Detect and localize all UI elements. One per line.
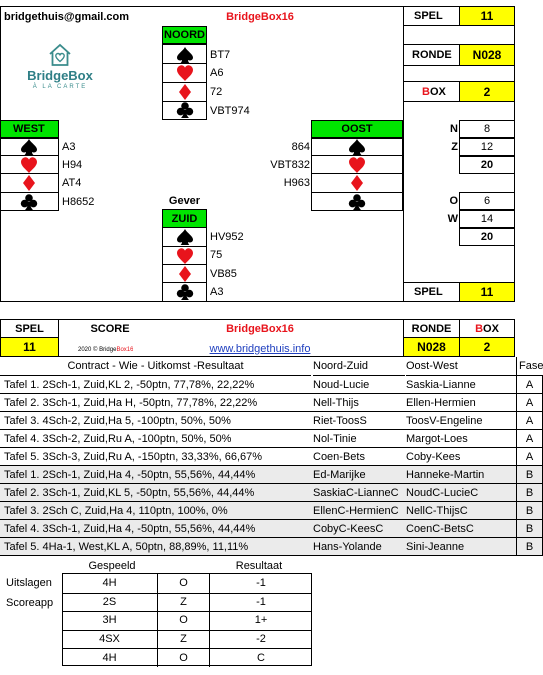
oost-diamonds: H963 — [283, 177, 310, 189]
results-cell-nz: Nol-Tinie — [313, 433, 357, 445]
results-cell-contract: Tafel 3. 4Sch-2, Zuid,Ha 5, -100ptn, 50%, 50% — [4, 415, 231, 427]
results-header-fase: Fase — [516, 357, 543, 376]
results-cell-contract: Tafel 4. 3Sch-2, Zuid,Ru A, -100ptn, 50%, 50% — [4, 433, 232, 445]
score-box-b: B — [475, 322, 484, 335]
noord-hearts: A6 — [210, 67, 224, 79]
results-cell-ow: NellC-ThijsC — [406, 505, 468, 517]
results-cell-nz: EllenC-HermienC — [313, 505, 399, 517]
played-cell-contract: 4H — [62, 574, 158, 593]
west-label: WEST — [0, 120, 59, 138]
copyright-text — [78, 343, 133, 357]
oost-clubs — [250, 193, 310, 211]
results-cell-nz: Riet-ToosS — [313, 415, 367, 427]
played-cell-who: Z — [158, 593, 210, 612]
noord-clubs: VBT974 — [210, 105, 250, 117]
score-brand — [200, 320, 320, 337]
oost-spades-icon — [348, 138, 366, 156]
oost-hearts: VBT832 — [270, 159, 310, 171]
noord-diamonds-icon — [176, 83, 194, 101]
points-o-label: O — [449, 195, 458, 207]
oost-hearts-icon — [348, 156, 366, 174]
west-clubs-icon — [20, 193, 38, 211]
west-hearts-icon — [20, 156, 38, 174]
results-cell-contract: Tafel 5. 3Sch-3, Zuid,Ru A, -150ptn, 33,33%, 66,67% — [4, 451, 263, 463]
results-cell-fase: B — [516, 484, 543, 502]
noord-diamonds: 72 — [210, 86, 223, 98]
zuid-hearts-icon — [176, 247, 194, 265]
noord-spades-icon — [176, 46, 194, 64]
played-cell-who: Z — [158, 630, 210, 649]
box-label — [403, 81, 460, 102]
results-cell-contract: Tafel 3. 2Sch C, Zuid,Ha 4, 110ptn, 100%, 0% — [4, 505, 228, 517]
results-cell-ow: CoenC-BetsC — [406, 523, 474, 535]
played-cell-result: 1+ — [254, 614, 268, 627]
score-ronde-label: RONDE — [403, 319, 460, 338]
results-cell-ow: Sini-Jeanne — [406, 541, 465, 553]
results-cell-ow: NoudC-LucieC — [406, 487, 479, 499]
west-hearts: H94 — [62, 159, 83, 171]
results-cell-fase: B — [516, 502, 543, 520]
brand-box16: Box16 — [260, 11, 294, 23]
results-cell-fase: A — [516, 394, 543, 412]
played-cell-contract: 2S — [62, 593, 158, 612]
score-spel-value: 11 — [0, 337, 59, 357]
box-value: 2 — [459, 81, 515, 102]
website-link[interactable] — [190, 340, 330, 357]
score-spel-label: SPEL — [0, 319, 59, 338]
zuid-spades-icon — [176, 228, 194, 246]
score-box-rest: OX — [483, 322, 499, 335]
results-header-nz: Noord-Zuid — [313, 357, 405, 376]
points-n-label: N — [450, 123, 458, 135]
results-cell-fase: A — [516, 448, 543, 466]
results-cell-contract: Tafel 5. 4Ha-1, West,KL A, 50ptn, 88,89%, 11,11% — [4, 541, 249, 553]
side-label-uitslagen[interactable]: Uitslagen — [6, 577, 52, 589]
results-cell-fase: A — [516, 376, 543, 394]
played-cell-result: -1 — [256, 577, 266, 590]
oost-clubs-icon — [348, 193, 366, 211]
results-cell-ow: Ellen-Hermien — [406, 397, 476, 409]
results-cell-nz: Hans-Yolande — [313, 541, 382, 553]
spel-value: 11 — [459, 6, 515, 26]
played-cell-who: O — [158, 611, 210, 630]
west-spades-icon — [20, 138, 38, 156]
zuid-diamonds-icon — [176, 265, 194, 283]
noord-label: NOORD — [162, 26, 207, 44]
score-brand-bridge: Bridge — [226, 322, 261, 335]
points-z-value: 12 — [459, 138, 515, 156]
results-cell-fase: A — [516, 430, 543, 448]
results-header-ow: Oost-West — [406, 357, 516, 376]
noord-clubs-icon — [176, 101, 194, 119]
played-cell-result: -1 — [256, 595, 266, 608]
played-header-resultaat: Resultaat — [235, 559, 283, 572]
results-cell-contract: Tafel 1. 2Sch-1, Zuid,Ha 4, -50ptn, 55,56%, 44,44% — [4, 469, 256, 481]
west-diamonds-icon — [20, 174, 38, 192]
results-cell-ow: Saskia-Lianne — [406, 379, 476, 391]
spel-label: SPEL — [403, 6, 460, 26]
points-z-label: Z — [451, 141, 458, 153]
played-cell-result: C — [257, 651, 265, 664]
results-cell-contract: Tafel 2. 3Sch-1, Zuid,Ha H, -50ptn, 77,78%, 22,22% — [4, 397, 258, 409]
points-nz-total: 20 — [459, 156, 515, 174]
played-cell-who: O — [158, 574, 210, 593]
copyright-prefix: 2020 © Bridge — [78, 347, 117, 353]
results-cell-ow: ToosV-Engeline — [406, 415, 483, 427]
results-cell-contract: Tafel 2. 3Sch-1, Zuid,KL 5, -50ptn, 55,56%, 44,44% — [4, 487, 255, 499]
side-label-scoreapp[interactable]: Scoreapp — [6, 597, 54, 609]
zuid-clubs-icon — [176, 283, 194, 301]
logo-name: BridgeBox — [27, 68, 93, 83]
results-cell-nz: CobyC-KeesC — [313, 523, 384, 535]
played-cell-who: O — [158, 648, 210, 667]
email-text: bridgethuis@gmail.com — [4, 11, 130, 23]
score-label: SCORE — [90, 322, 130, 335]
points-w-label: W — [447, 213, 458, 225]
played-cell-contract: 3H — [62, 611, 158, 630]
results-cell-ow: Margot-Loes — [406, 433, 468, 445]
results-cell-fase: B — [516, 538, 543, 556]
played-header-gespeeld: Gespeeld — [88, 559, 136, 572]
played-cell-contract: 4H — [62, 648, 158, 667]
bridgebox-logo — [20, 42, 100, 92]
results-header-contract: Contract - Wie - Uitkomst -Resultaat — [0, 357, 311, 376]
points-ow-total: 20 — [459, 228, 515, 246]
brand-title — [200, 8, 320, 26]
points-n-value: 8 — [459, 120, 515, 138]
footer-spel-value: 11 — [459, 282, 515, 302]
score-box-label — [459, 319, 515, 338]
results-cell-ow: Coby-Kees — [406, 451, 461, 463]
brand-bridge: Bridge — [226, 11, 261, 23]
ronde-label: RONDE — [403, 44, 460, 66]
results-cell-contract: Tafel 4. 3Sch-1, Zuid,Ha 4, -50ptn, 55,56%, 44,44% — [4, 523, 256, 535]
score-ronde-value: N028 — [403, 337, 460, 357]
results-cell-ow: Hanneke-Martin — [406, 469, 485, 481]
results-table — [0, 357, 543, 557]
noord-spades: BT7 — [210, 49, 231, 61]
zuid-clubs: A3 — [210, 286, 224, 298]
played-cell-result: -2 — [256, 633, 266, 646]
results-cell-nz: Noud-Lucie — [313, 379, 370, 391]
points-o-value: 6 — [459, 192, 515, 210]
played-cell-contract: 4SX — [62, 630, 158, 649]
oost-diamonds-icon — [348, 174, 366, 192]
results-cell-nz: Coen-Bets — [313, 451, 365, 463]
zuid-label: ZUID — [162, 209, 207, 228]
west-spades: A3 — [62, 141, 76, 153]
ronde-value: N028 — [459, 44, 515, 66]
results-cell-fase: B — [516, 466, 543, 484]
box-label-b: B — [422, 85, 430, 98]
website-link-text[interactable]: www.bridgethuis.info — [209, 342, 311, 355]
zuid-diamonds: VB85 — [210, 268, 237, 280]
score-brand-box16: Box16 — [260, 322, 294, 335]
copyright-box: Box16 — [116, 347, 134, 353]
oost-label: OOST — [311, 120, 403, 138]
results-cell-nz: SaskiaC-LianneC — [313, 487, 399, 499]
house-heart-icon — [47, 42, 73, 68]
noord-hearts-icon — [176, 64, 194, 82]
results-cell-fase: A — [516, 412, 543, 430]
zuid-spades: HV952 — [210, 231, 244, 243]
score-box-value: 2 — [459, 337, 515, 357]
results-cell-nz: Ed-Marijke — [313, 469, 366, 481]
west-clubs: H8652 — [62, 196, 95, 208]
logo-tagline: À LA CARTE — [32, 84, 88, 90]
results-cell-fase: B — [516, 520, 543, 538]
zuid-hearts: 75 — [210, 249, 223, 261]
points-w-value: 14 — [459, 210, 515, 228]
gever-label: Gever — [168, 195, 201, 207]
results-cell-nz: Nell-Thijs — [313, 397, 359, 409]
box-label-rest: OX — [429, 85, 446, 98]
west-diamonds: AT4 — [62, 177, 82, 189]
oost-spades: 864 — [291, 141, 310, 153]
footer-spel-label: SPEL — [403, 282, 460, 302]
results-cell-contract: Tafel 1. 2Sch-1, Zuid,KL 2, -50ptn, 77,78%, 22,22% — [4, 379, 255, 391]
